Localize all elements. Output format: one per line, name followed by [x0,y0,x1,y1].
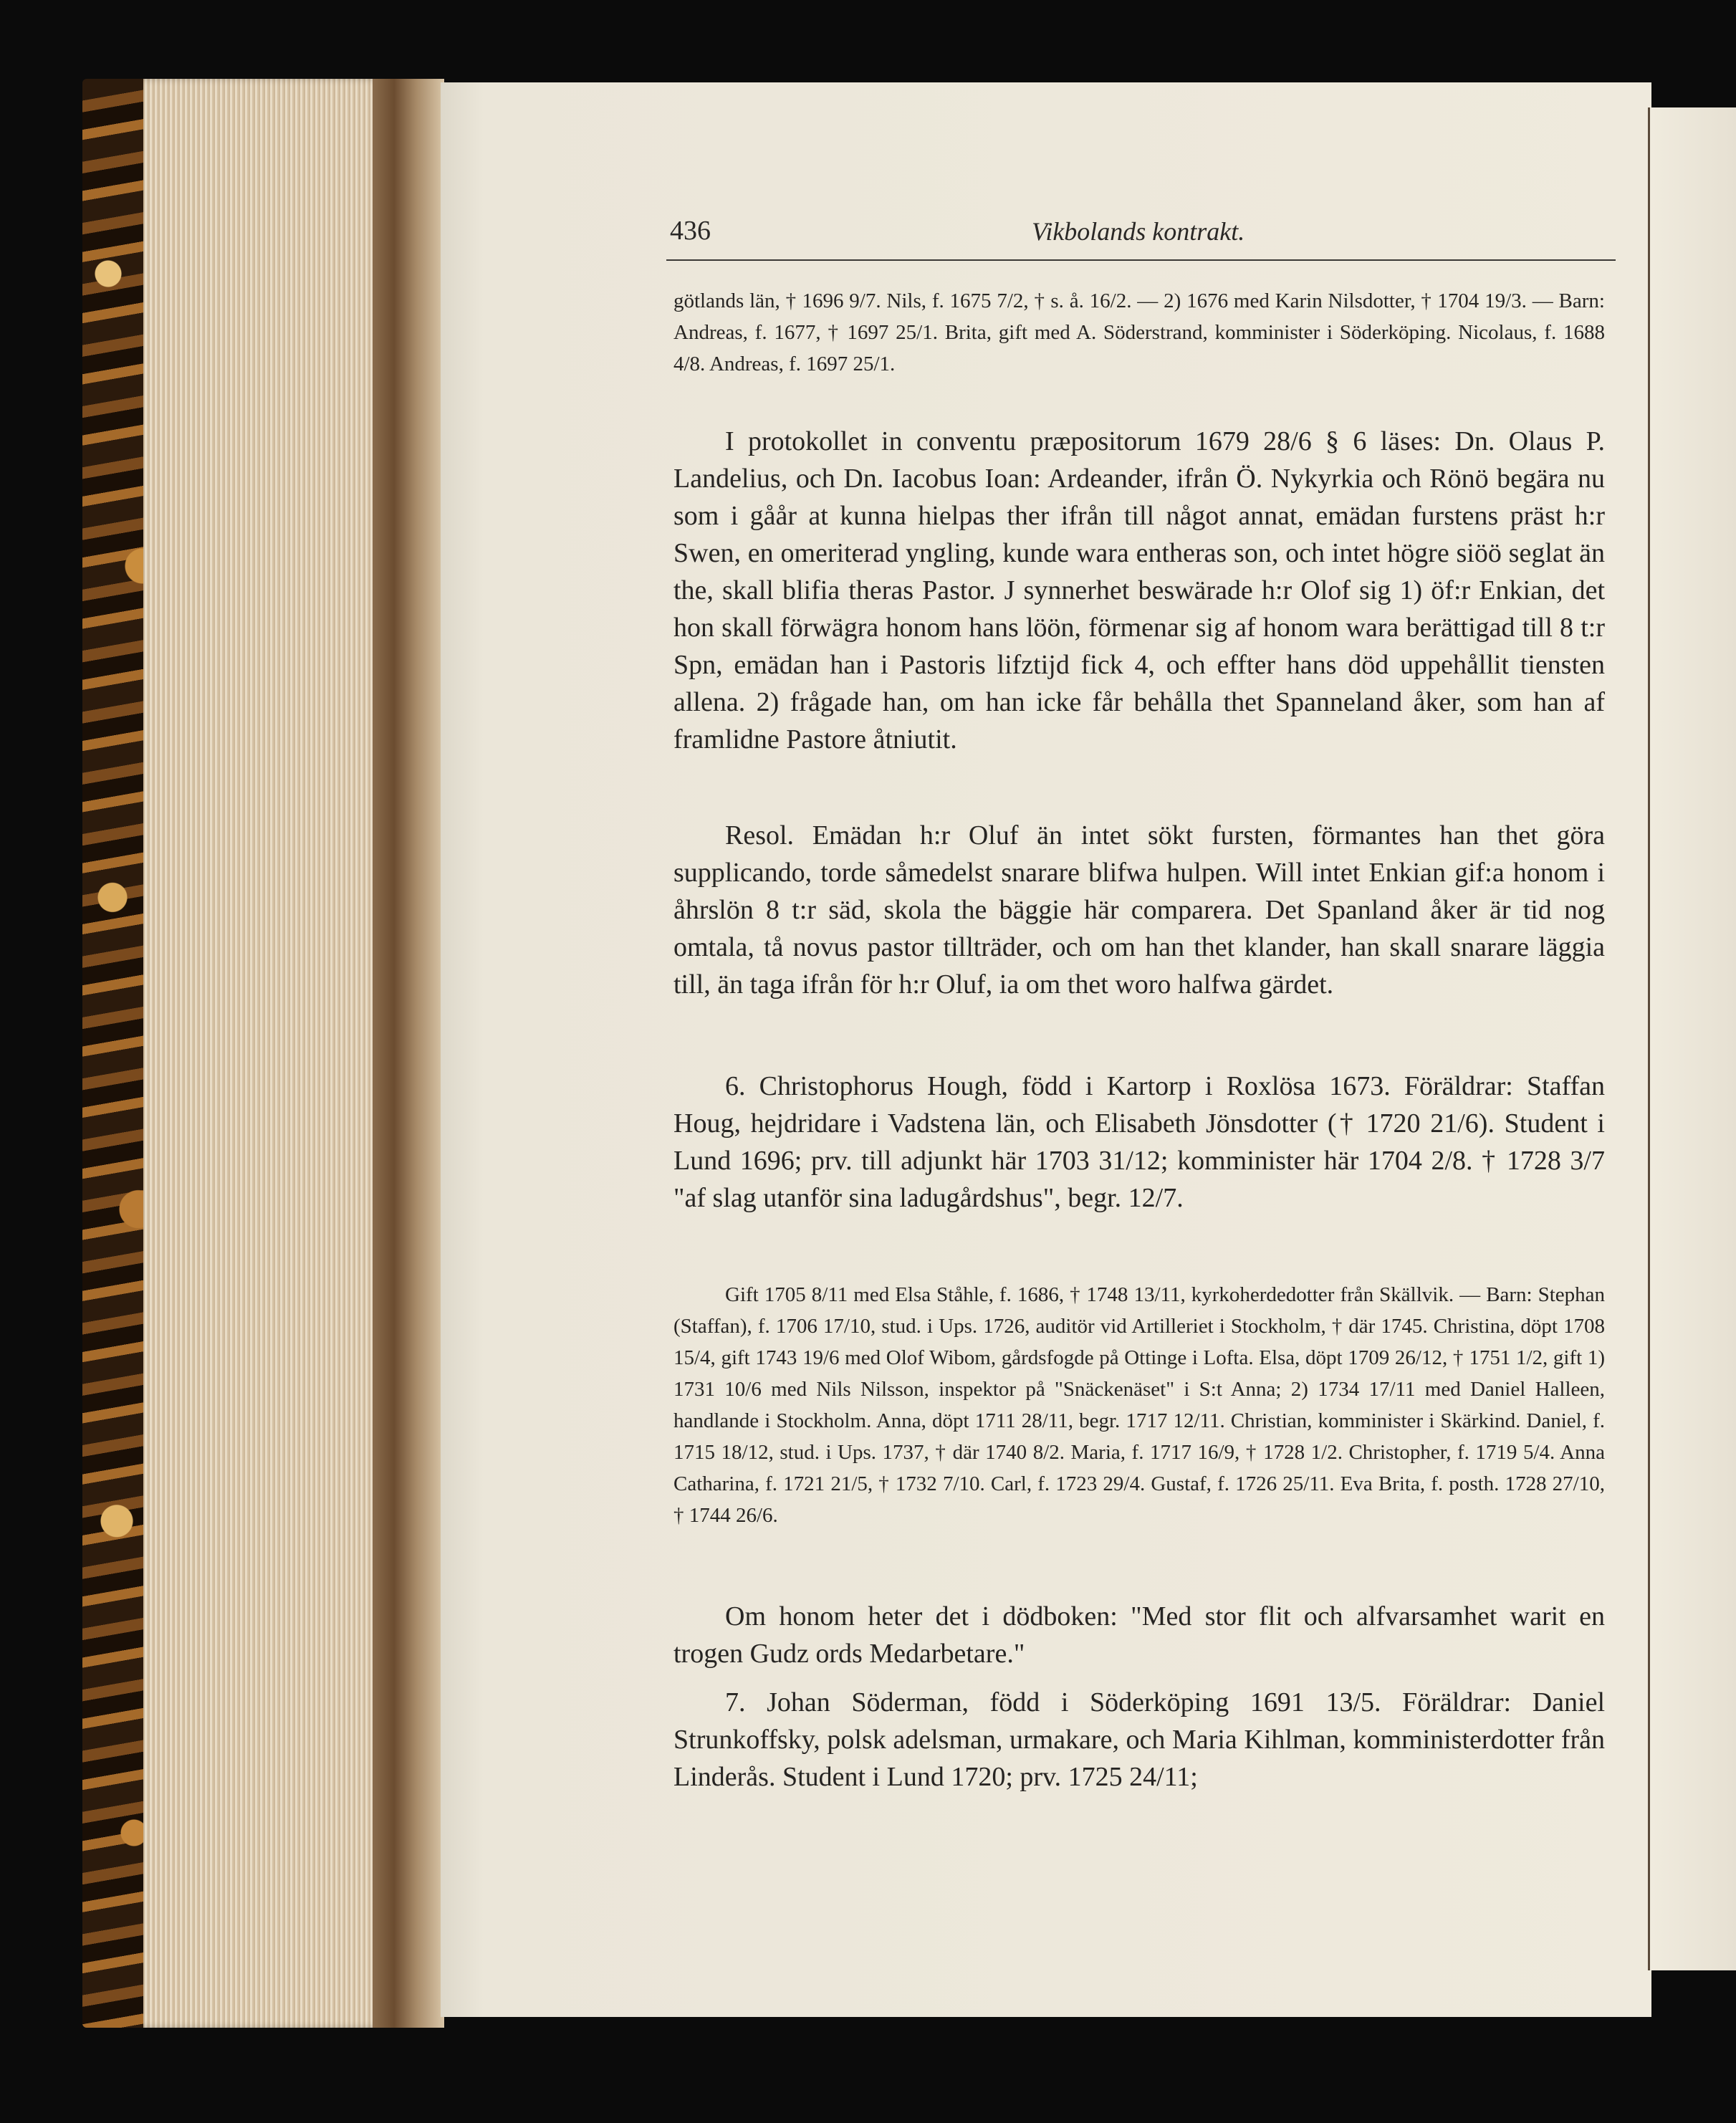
footnote-paragraph-1 [673,285,1605,380]
paragraph-text: 6. Christophorus Hough, född i Kartorp i Roxlösa 1673. Föräldrar: Staffan Houg, hejdridare i Vadstena län, och Elisabeth Jönsdotter († 1720 21/6). Student i Lund 1696; prv. till adjunkt här 1703 31/12; komminister här 1704 2/8. † 1728 3/7 "af slag utanför sina ladugårdshus", begr. 12/7. [673,1071,1605,1213]
resolution-paragraph [673,817,1605,1003]
paragraph-text: I protokollet in conventu præpositorum 1679 28/6 § 6 läses: Dn. Olaus P. Landelius, och Dn. Iacobus Ioan: Ardeander, ifrån Ö. Nykyrkia och Rönö begära nu som i gåår at kunna hielpas ther ifrån till något annat, emädan furstens präst h:r Swen, en omeriterad yngling, kunde wara entheras son, och intet högre siöö seglat än the, skall blifia theras Pastor. J synnerhet beswärade h:r Olof sig 1) öf:r Enkian, det hon skall förwägra honom hans löön, förmenar sig af honom wara berättigad till 8 t:r Spn, emädan han i Pastoris lifztijd fick 4, och effter hans död uppehållit tiensten allena. 2) frågade han, om han icke får behålla thet Spanneland åker, som han af framlidne Pastore åtniutit. [673,426,1605,754]
paragraph-text: Om honom heter det i dödboken: "Med stor flit och alfvarsamhet warit en trogen Gudz ords Medarbetare." [673,1601,1605,1669]
protocol-paragraph [673,423,1605,758]
header-rule [666,259,1616,261]
paragraph-text: Gift 1705 8/11 med Elsa Ståhle, f. 1686, † 1748 13/11, kyrkoherdedotter från Skällvik. — Barn: Stephan (Staffan), f. 1706 17/10, stud. i Ups. 1726, auditör vid Artilleriet i Stockholm, † där 1745. Christina, döpt 1708 15/4, gift 1743 19/6 med Olof Wibom, gårdsfogde på Ottinge i Lofta. Elsa, döpt 1709 26/12, † 1751 1/2, gift 1) 1731 10/6 med Nils Nilsson, inspektor på "Snäckenäset" i S:t Anna; 2) 1734 17/11 med Daniel Halleen, handlande i Stockholm. Anna, döpt 1711 28/11, begr. 1717 12/11. Christian, komminister i Skärkind. Daniel, f. 1715 18/12, stud. i Ups. 1737, † där 1740 8/2. Maria, f. 1717 16/9, † 1728 1/2. Christopher, f. 1719 5/4. Anna Catharina, f. 1721 21/5, † 1732 7/10. Carl, f. 1723 29/4. Gustaf, f. 1726 25/11. Eva Brita, f. posth. 1728 27/10, † 1744 26/6. [673,1283,1605,1527]
entry-6-paragraph [673,1068,1605,1217]
page-number: 436 [670,216,711,246]
entry-7-paragraph [673,1684,1605,1796]
paragraph-text: 7. Johan Söderman, född i Söderköping 1691 13/5. Föräldrar: Daniel Strunkoffsky, polsk adelsman, urmakare, och Maria Kihlman, komministerdotter från Linderås. Student i Lund 1720; prv. 1725 24/11; [673,1687,1605,1792]
paragraph-text: Resol. Emädan h:r Oluf än intet sökt fursten, förmantes han thet göra supplicando, torde såmedelst snarare blifwa hulpen. Will intet Enkian gif:a honom i åhrslön 8 t:r säd, skola the bäggie här comparera. Det Spanland åker är tid nog omtala, tå novus pastor tillträder, och om han thet klander, han skall snarare läggia till, än taga ifrån för h:r Oluf, ia om thet woro halfwa gärdet. [673,820,1605,1000]
book-gutter [373,79,444,2028]
paragraph-text: götlands län, † 1696 9/7. Nils, f. 1675 7/2, † s. å. 16/2. — 2) 1676 med Karin Nilsdotter, † 1704 19/3. — Barn: Andreas, f. 1677, † 1697 25/1. Brita, gift med A. Söderstrand, komminister i Söderköping. Nicolaus, f. 1688 4/8. Andreas, f. 1697 25/1. [673,289,1605,375]
deathbook-paragraph [673,1598,1605,1672]
facing-page-edge [1648,107,1736,1970]
entry-6-family-paragraph [673,1279,1605,1531]
running-title: Vikbolands kontrakt. [1032,217,1245,246]
